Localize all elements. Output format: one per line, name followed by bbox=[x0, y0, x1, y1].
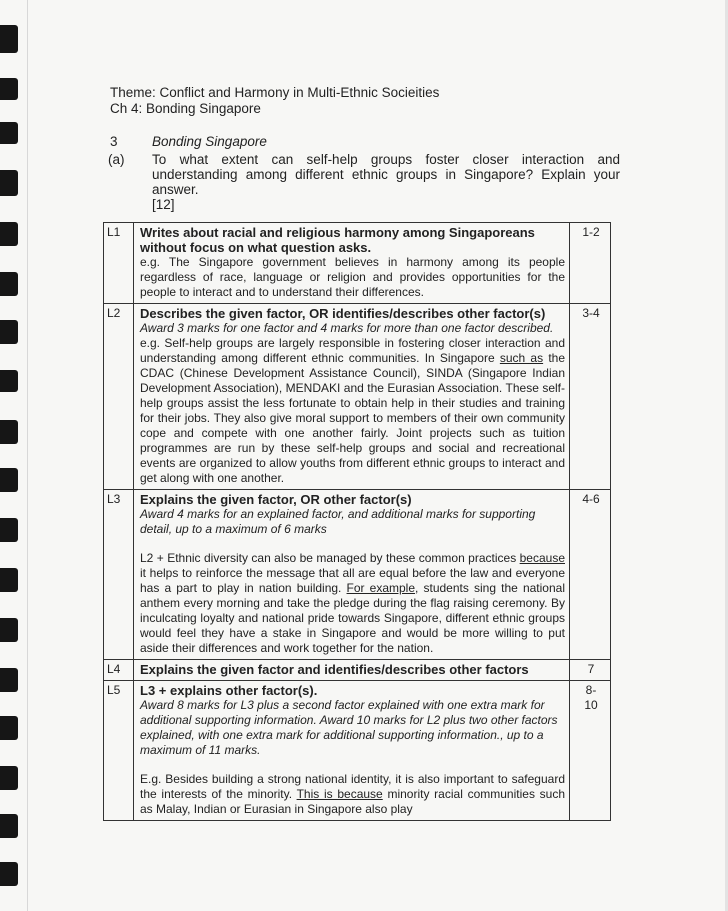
marks-range-start: 8- bbox=[585, 683, 597, 697]
rubric-row-l1 bbox=[104, 223, 611, 304]
level-descriptor bbox=[134, 304, 570, 490]
level-descriptor bbox=[134, 490, 570, 660]
level-example: E.g. Besides building a strong national identity, it is also important to safeguard the interests of the minority. This is because minority racial communities such as Malay, Indian or Eurasian in Singapore also play bbox=[140, 772, 566, 816]
question-marks: [12] bbox=[152, 197, 175, 212]
rubric-row-l3 bbox=[104, 490, 611, 660]
level-descriptor bbox=[134, 681, 570, 821]
level-marks: 7 bbox=[570, 660, 611, 681]
level-label: L5 bbox=[104, 681, 134, 821]
level-label: L2 bbox=[104, 304, 134, 490]
level-title: Explains the given factor, OR other factor(s) bbox=[140, 492, 412, 507]
document-header bbox=[110, 85, 439, 117]
award-note: Award 3 marks for one factor and 4 marks for more than one factor described. bbox=[140, 321, 554, 335]
level-label: L1 bbox=[104, 223, 134, 304]
question-text bbox=[152, 152, 620, 212]
award-note: Award 8 marks for L3 plus a second factor explained with one extra mark for additional supporting information. Award 10 marks for L2 plus two other factors explained, with one extra mark for additional supporting information., up to a maximum of 11 marks. bbox=[140, 698, 558, 757]
level-title: Writes about racial and religious harmony among Singaporeans without focus on what question asks. bbox=[140, 225, 535, 255]
level-marks bbox=[570, 681, 611, 821]
level-marks: 1-2 bbox=[570, 223, 611, 304]
marks-range-end: 10 bbox=[584, 698, 598, 712]
chapter-line: Ch 4: Bonding Singapore bbox=[110, 101, 261, 116]
question-body: To what extent can self-help groups foster closer interaction and understanding among different ethnic groups in Singapore? Explain your answer. bbox=[152, 152, 620, 197]
level-label: L4 bbox=[104, 660, 134, 681]
theme-line: Theme: Conflict and Harmony in Multi-Ethnic Socieities bbox=[110, 85, 440, 100]
level-marks: 4-6 bbox=[570, 490, 611, 660]
binding-holes bbox=[0, 0, 22, 911]
rubric-row-l2 bbox=[104, 304, 611, 490]
award-note: Award 4 marks for an explained factor, and additional marks for supporting detail, up to a maximum of 6 marks bbox=[140, 507, 536, 536]
level-example: e.g. Self-help groups are largely responsible in fostering closer interaction and understanding among different ethnic communities. In Singapore such as the CDAC (Chinese Development Assistance Council), SINDA (Singapore Indian Development Association), MENDAKI and the Eurasian Association. These self-help groups assist the less fortunate to obtain help in their studies and training for their jobs. They also give moral support to members of their own community cope and compete with one another fairly. Joint projects such as tuition programmes are run by these self-help groups and social and recreational events are organized to allow youths from different ethnic groups to interact and get along with one another. bbox=[140, 336, 566, 485]
level-title: Describes the given factor, OR identifies/describes other factor(s) bbox=[140, 306, 546, 321]
section-title: Bonding Singapore bbox=[152, 134, 267, 149]
question-number: 3 bbox=[110, 134, 118, 149]
level-example: e.g. The Singapore government believes in harmony among its people regardless of race, language or religion and provides opportunities for the people to interact and to understand their differences. bbox=[140, 255, 565, 299]
level-example: L2 + Ethnic diversity can also be managed by these common practices because it helps to reinforce the message that all are equal before the law and everyone has a part to play in nation building. For example, students sing the national anthem every morning and take the pledge during the flag raising ceremony. By inculcating loyalty and national pride towards Singapore, different ethnic groups would feel they have a stake in Singapore and would be more willing to put aside their differences and work together for the nation. bbox=[140, 551, 565, 655]
margin-line bbox=[27, 0, 28, 911]
question-part: (a) bbox=[108, 152, 125, 167]
level-descriptor bbox=[134, 660, 570, 681]
rubric-row-l5 bbox=[104, 681, 611, 821]
level-title: L3 + explains other factor(s). bbox=[140, 683, 318, 698]
rubric-row-l4 bbox=[104, 660, 611, 681]
level-label: L3 bbox=[104, 490, 134, 660]
marking-rubric-table bbox=[103, 222, 611, 821]
level-descriptor bbox=[134, 223, 570, 304]
level-marks: 3-4 bbox=[570, 304, 611, 490]
level-title: Explains the given factor and identifies/describes other factors bbox=[140, 662, 529, 677]
